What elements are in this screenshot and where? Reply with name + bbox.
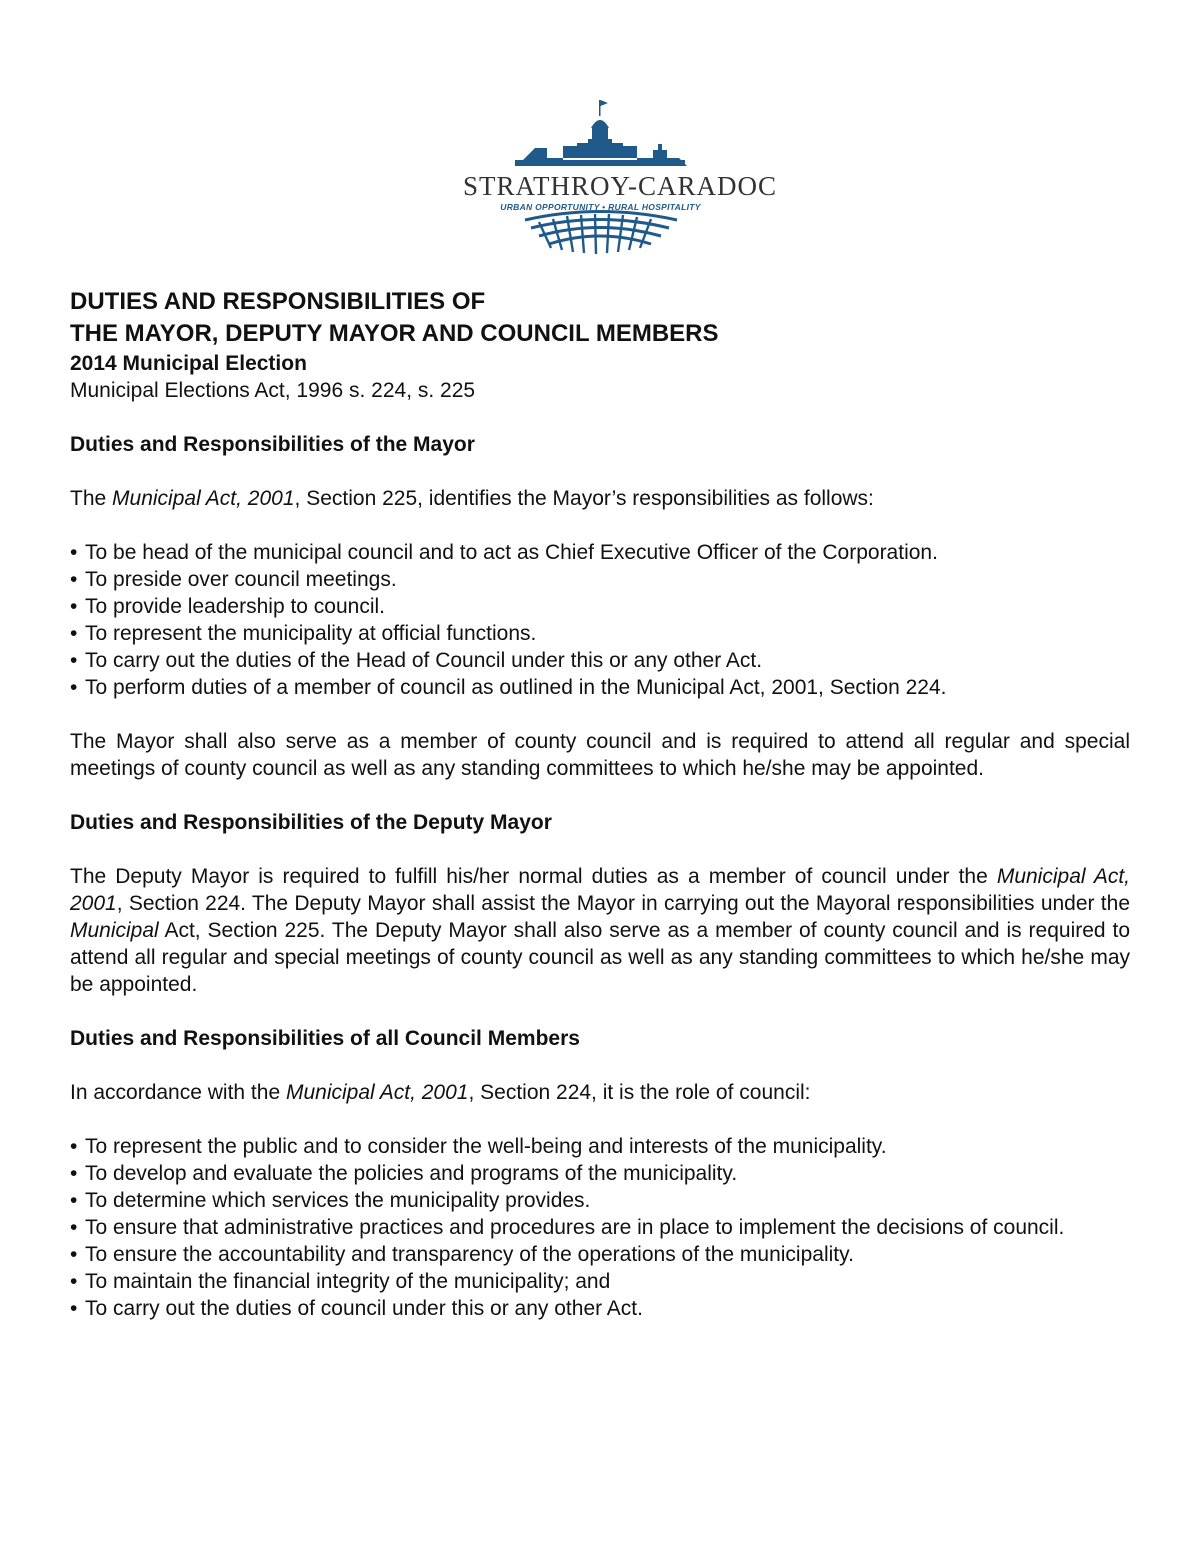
deputy-paragraph: The Deputy Mayor is required to fulfill his/her normal duties as a member of council under the Municipal Act, 2001, Section 224. The Deputy Mayor shall assist the Mayor in carrying out the Mayoral responsibilities under the Municipal Act, Section 225. The Deputy Mayor shall also serve as a member of county council and is required to attend all regular and special meetings of county council as well as any standing committees to which he/she may be appointed. [70,865,1130,996]
deputy-section-heading: Duties and Responsibilities of the Deputy Mayor [70,811,552,834]
statute-reference: Municipal Elections Act, 1996 s. 224, s. 225 [70,379,476,402]
list-item: • To ensure the accountability and transparency of the operations of the municipality. [70,1241,1130,1268]
list-item: • To carry out the duties of council under this or any other Act. [70,1295,1130,1322]
election-subtitle: 2014 Municipal Election [70,352,307,375]
logo-wordmark: STRATHROY-CARADOC [463,171,778,201]
list-item: • To represent the public and to consider the well-being and interests of the municipality. [70,1133,1130,1160]
document-body [70,286,1130,1349]
list-item: • To carry out the duties of the Head of Council under this or any other Act. [70,647,1130,674]
mayor-county-paragraph: The Mayor shall also serve as a member of county council and is required to attend all regular and special meetings of county council as well as any standing committees to which he/she may be appointed. [70,730,1130,780]
list-item: • To maintain the financial integrity of the municipality; and [70,1268,1130,1295]
list-item: • To perform duties of a member of council as outlined in the Municipal Act, 2001, Section 224. [70,674,1130,701]
list-item: • To represent the municipality at official functions. [70,620,1130,647]
list-item: • To determine which services the municipality provides. [70,1187,1130,1214]
council-intro: In accordance with the Municipal Act, 2001, Section 224, it is the role of council: [70,1081,811,1104]
list-item: • To be head of the municipal council and to act as Chief Executive Officer of the Corporation. [70,539,1130,566]
council-section-heading: Duties and Responsibilities of all Council Members [70,1027,580,1050]
list-item: • To preside over council meetings. [70,566,1130,593]
document-title-line-1: DUTIES AND RESPONSIBILITIES OF [70,288,486,315]
mayor-duties-list [70,539,1130,701]
document-title-line-2: THE MAYOR, DEPUTY MAYOR AND COUNCIL MEMBERS [70,320,719,347]
mayor-section-heading: Duties and Responsibilities of the Mayor [70,433,475,456]
list-item: • To ensure that administrative practices and procedures are in place to implement the decisions of council. [70,1214,1130,1241]
logo-tagline: URBAN OPPORTUNITY • RURAL HOSPITALITY [500,202,701,212]
mayor-intro: The Municipal Act, 2001, Section 225, identifies the Mayor’s responsibilities as follows: [70,487,874,510]
list-item: • To provide leadership to council. [70,593,1130,620]
council-duties-list [70,1133,1130,1322]
list-item: • To develop and evaluate the policies and programs of the municipality. [70,1160,1130,1187]
